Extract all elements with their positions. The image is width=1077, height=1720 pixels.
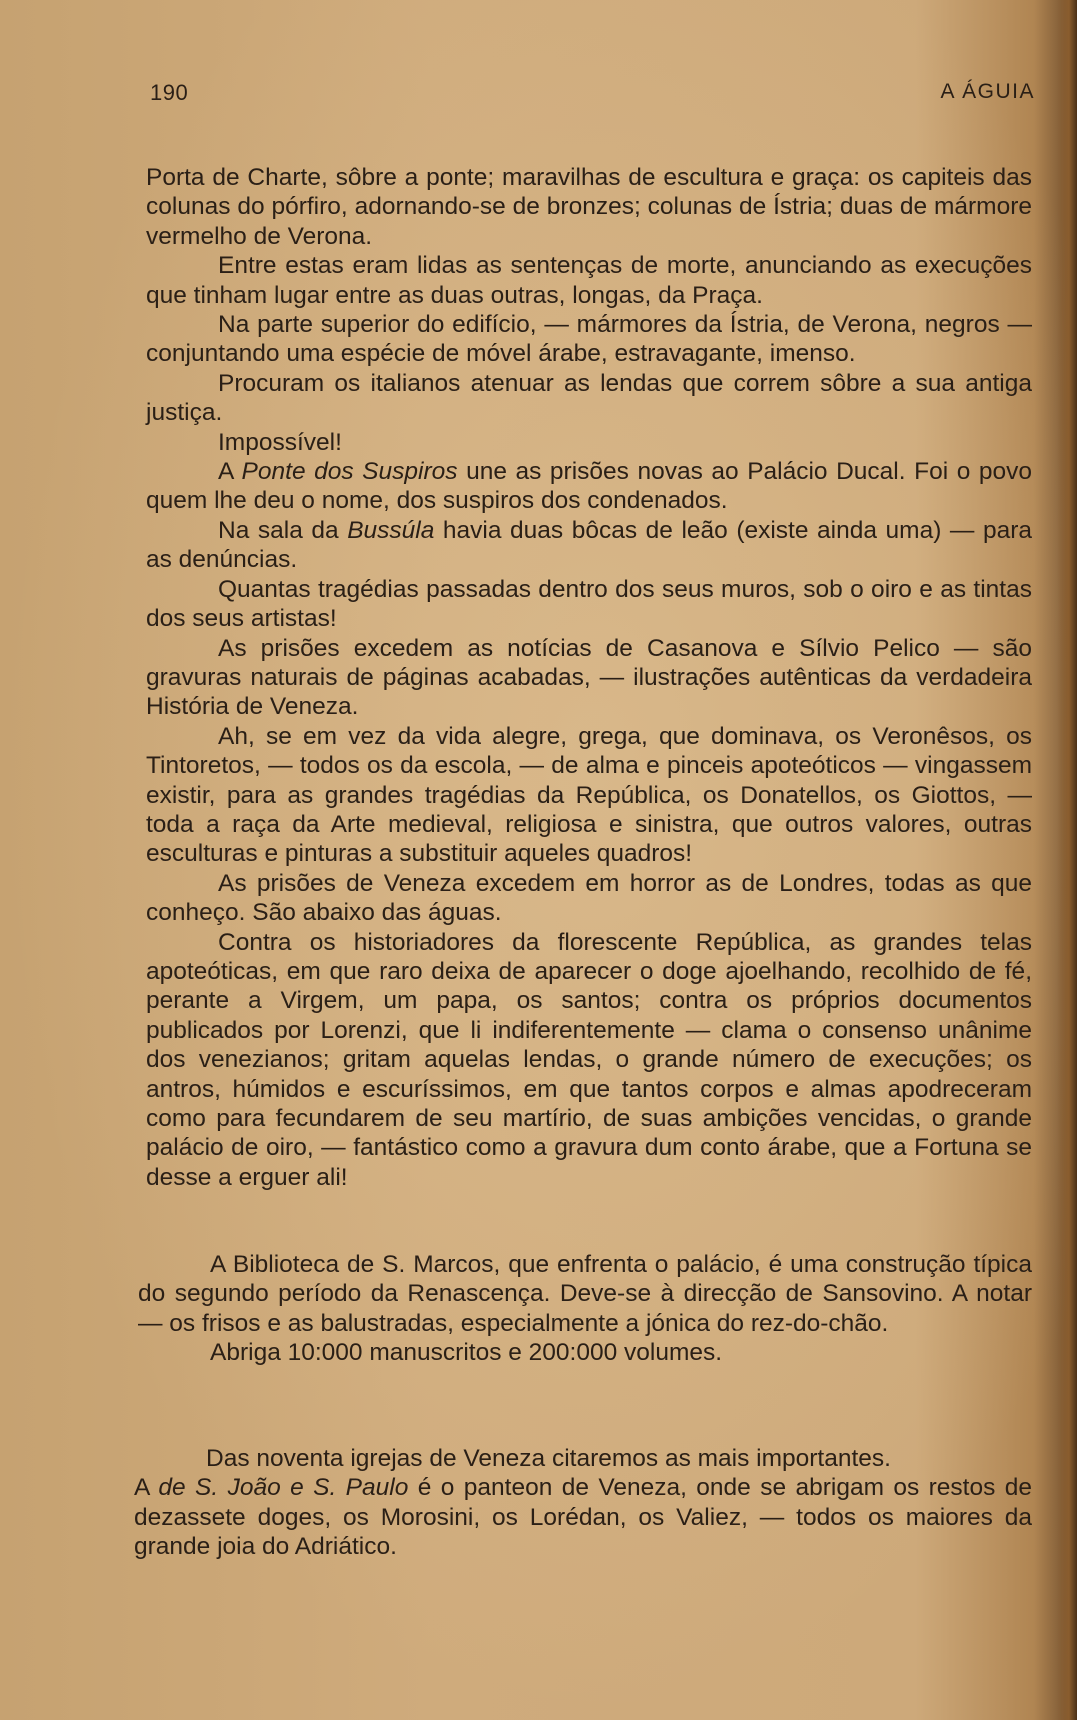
paragraph: As prisões excedem as notícias de Casanova e Sílvio Pelico — são gravuras naturais de páginas acabadas, — ilustrações autênticas da verdadeira História de Veneza.: [146, 634, 1032, 721]
section-biblioteca: [138, 1250, 1032, 1368]
paragraph: As prisões de Veneza excedem em horror as de Londres, todas as que conheço. São abaixo das águas.: [146, 869, 1032, 927]
paragraph: Impossível!: [218, 428, 342, 456]
paragraph: Entre estas eram lidas as sentenças de morte, anunciando as execuções que tinham lugar entre as duas outras, longas, da Praça.: [146, 252, 1032, 309]
page-header: [150, 80, 1035, 110]
running-title: A ÁGUIA: [940, 80, 1035, 103]
page-number: 190: [150, 80, 189, 105]
paragraph: Ah, se em vez da vida alegre, grega, que dominava, os Veronêsos, os Tintoretos, — todos os da escola, — de alma e pinceis apoteóticos — vingassem existir, para as grandes tragédias da República, os Donatellos, os Giottos, — toda a raça da Arte medieval, religiosa e sinistra, que outros valores, outras esculturas e pinturas a substituir aqueles quadros!: [146, 722, 1032, 868]
italic-ponte-dos-suspiros: Ponte dos Suspiros: [241, 458, 458, 486]
italic-bussula: Bussúla: [347, 516, 435, 544]
page-edge-shadow: [1057, 0, 1077, 1720]
paragraph-ponte: A Ponte dos Suspiros une as prisões novas ao Palácio Ducal. Foi o povo quem lhe deu o nome, dos suspiros dos condenados.: [146, 458, 1032, 515]
italic-sao-joao-sao-paulo: de S. João e S. Paulo: [158, 1474, 409, 1502]
section-ducal-palace: [146, 163, 1032, 1192]
paragraph: Contra os historiadores da florescente República, as grandes telas apoteóticas, em que raro deixa de aparecer o doge ajoelhando, recolhido de fé, perante a Virgem, um papa, os santos; contra os próprios documentos publicados por Lorenzi, que li indiferentemente — clama o consenso unânime dos venezianos; gritam aquelas lendas, o grande número de execuções; os antros, húmidos e escuríssimos, em que tantos corpos e almas apodreceram como para fecundarem de seu martírio, de suas ambições vencidas, o grande palácio de oiro, — fantástico como a gravura dum conto árabe, que a Fortuna se desse a erguer ali!: [146, 928, 1032, 1191]
paragraph: Abriga 10:000 manuscritos e 200:000 volumes.: [210, 1339, 723, 1367]
paragraph: Das noventa igrejas de Veneza citaremos as mais importantes.: [206, 1445, 891, 1472]
paragraph: A Biblioteca de S. Marcos, que enfrenta o palácio, é uma construção típica do segundo período da Renascença. Deve-se à direcção de Sansovino. A notar — os frisos e as balustradas, especialmente a jónica do rez-do-chão.: [138, 1251, 1032, 1337]
paragraph: Na parte superior do edifício, — mármores da Ístria, de Verona, negros — conjuntando uma espécie de móvel árabe, estravagante, imenso.: [146, 311, 1032, 368]
paragraph: Quantas tragédias passadas dentro dos seus muros, sob o oiro e as tintas dos seus artistas!: [146, 575, 1032, 633]
paragraph-sao-joao: A de S. João e S. Paulo é o panteon de Veneza, onde se abrigam os restos de dezassete doges, os Morosini, os Lorédan, os Valiez, — todos os maiores da grande joia do Adriático.: [134, 1474, 1033, 1561]
paragraph: Procuram os italianos atenuar as lendas que correm sôbre a sua antiga justiça.: [146, 369, 1032, 427]
paragraph-bussula: Na sala da Bussúla havia duas bôcas de leão (existe ainda uma) — para as denúncias.: [146, 516, 1032, 574]
section-igrejas: [134, 1444, 1032, 1562]
paragraph: Porta de Charte, sôbre a ponte; maravilhas de escultura e graça: os capiteis das colunas do pórfiro, adornando-se de bronzes; colunas de Ístria; duas de mármore vermelho de Verona.: [146, 164, 1032, 250]
